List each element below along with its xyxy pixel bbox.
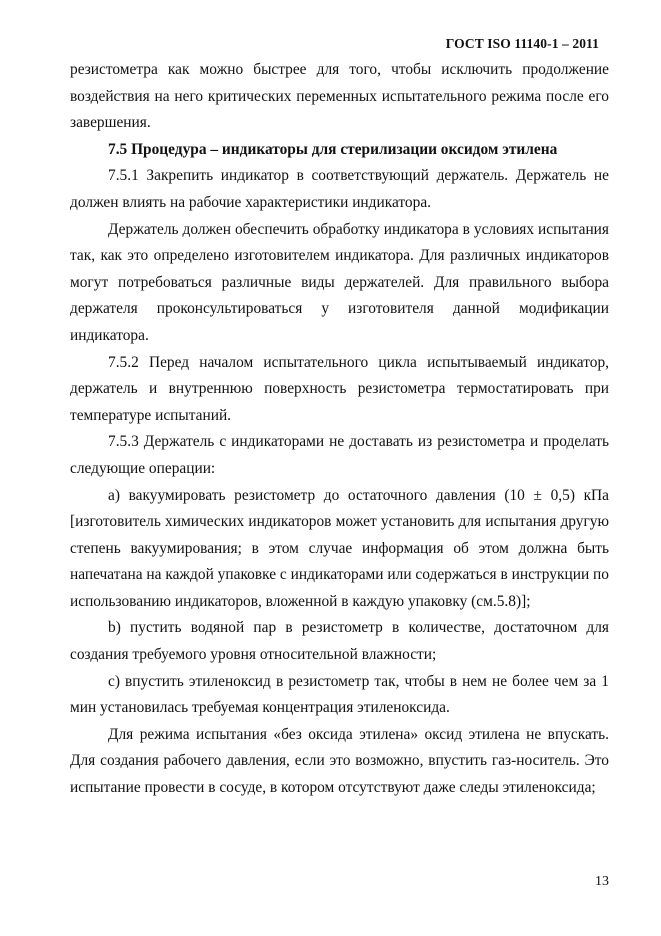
paragraph-holder: Держатель должен обеспечить обработку индикатора в условиях испытания так, как это определено изготовителем индикатора. Для различных индикаторов могут потребоваться различные виды держателей. Для правильного выбора держателя проконсультироваться у изготовителя данной модификации индикатора. xyxy=(70,220,609,344)
paragraph-no-eo-mode: Для режима испытания «без оксида этилена» оксид этилена не впускать. Для создания рабочего давления, если это возможно, впустить газ-носитель. Это испытание провести в сосуде, в котором отсутствуют даже следы этиленоксида; xyxy=(70,725,609,797)
standard-header: ГОСТ ISO 11140-1 – 2011 xyxy=(445,36,599,51)
page-number: 13 xyxy=(595,874,609,889)
document-body xyxy=(70,57,609,802)
list-item-b: b) пустить водяной пар в резистометр в количестве, достаточном для создания требуемого уровня относительной влажности; xyxy=(70,619,609,664)
paragraph-continuation: резистометра как можно быстрее для того, чтобы исключить продолжение воздействия на него критических переменных испытательного режима после его завершения. xyxy=(70,61,609,132)
paragraph-7-5-3: 7.5.3 Держатель с индикаторами не доставать из резистометра и проделать следующие операции: xyxy=(70,433,609,477)
list-item-c: c) впустить этиленоксид в резистометр так, чтобы в нем не более чем за 1 мин установилась требуемая концентрация этиленоксида. xyxy=(70,672,609,717)
section-title-7-5: 7.5 Процедура – индикаторы для стерилизации оксидом этилена xyxy=(108,140,558,158)
paragraph-7-5-2: 7.5.2 Перед началом испытательного цикла испытываемый индикатор, держатель и внутреннюю поверхность резистометра термостатировать при температуре испытаний. xyxy=(70,353,609,424)
list-item-a: a) вакуумировать резистометр до остаточного давления (10 ± 0,5) кПа [изготовитель химических индикаторов может установить для испытания другую степень вакуумирования; в этом случае информация об этом должна быть напечатана на каждой упаковке с индикаторами или содержаться в инструкции по использованию индикаторов, вложенной в каждую упаковку (см.5.8)]; xyxy=(70,486,609,610)
paragraph-7-5-1: 7.5.1 Закрепить индикатор в соответствующий держатель. Держатель не должен влиять на рабочие характеристики индикатора. xyxy=(70,167,609,211)
